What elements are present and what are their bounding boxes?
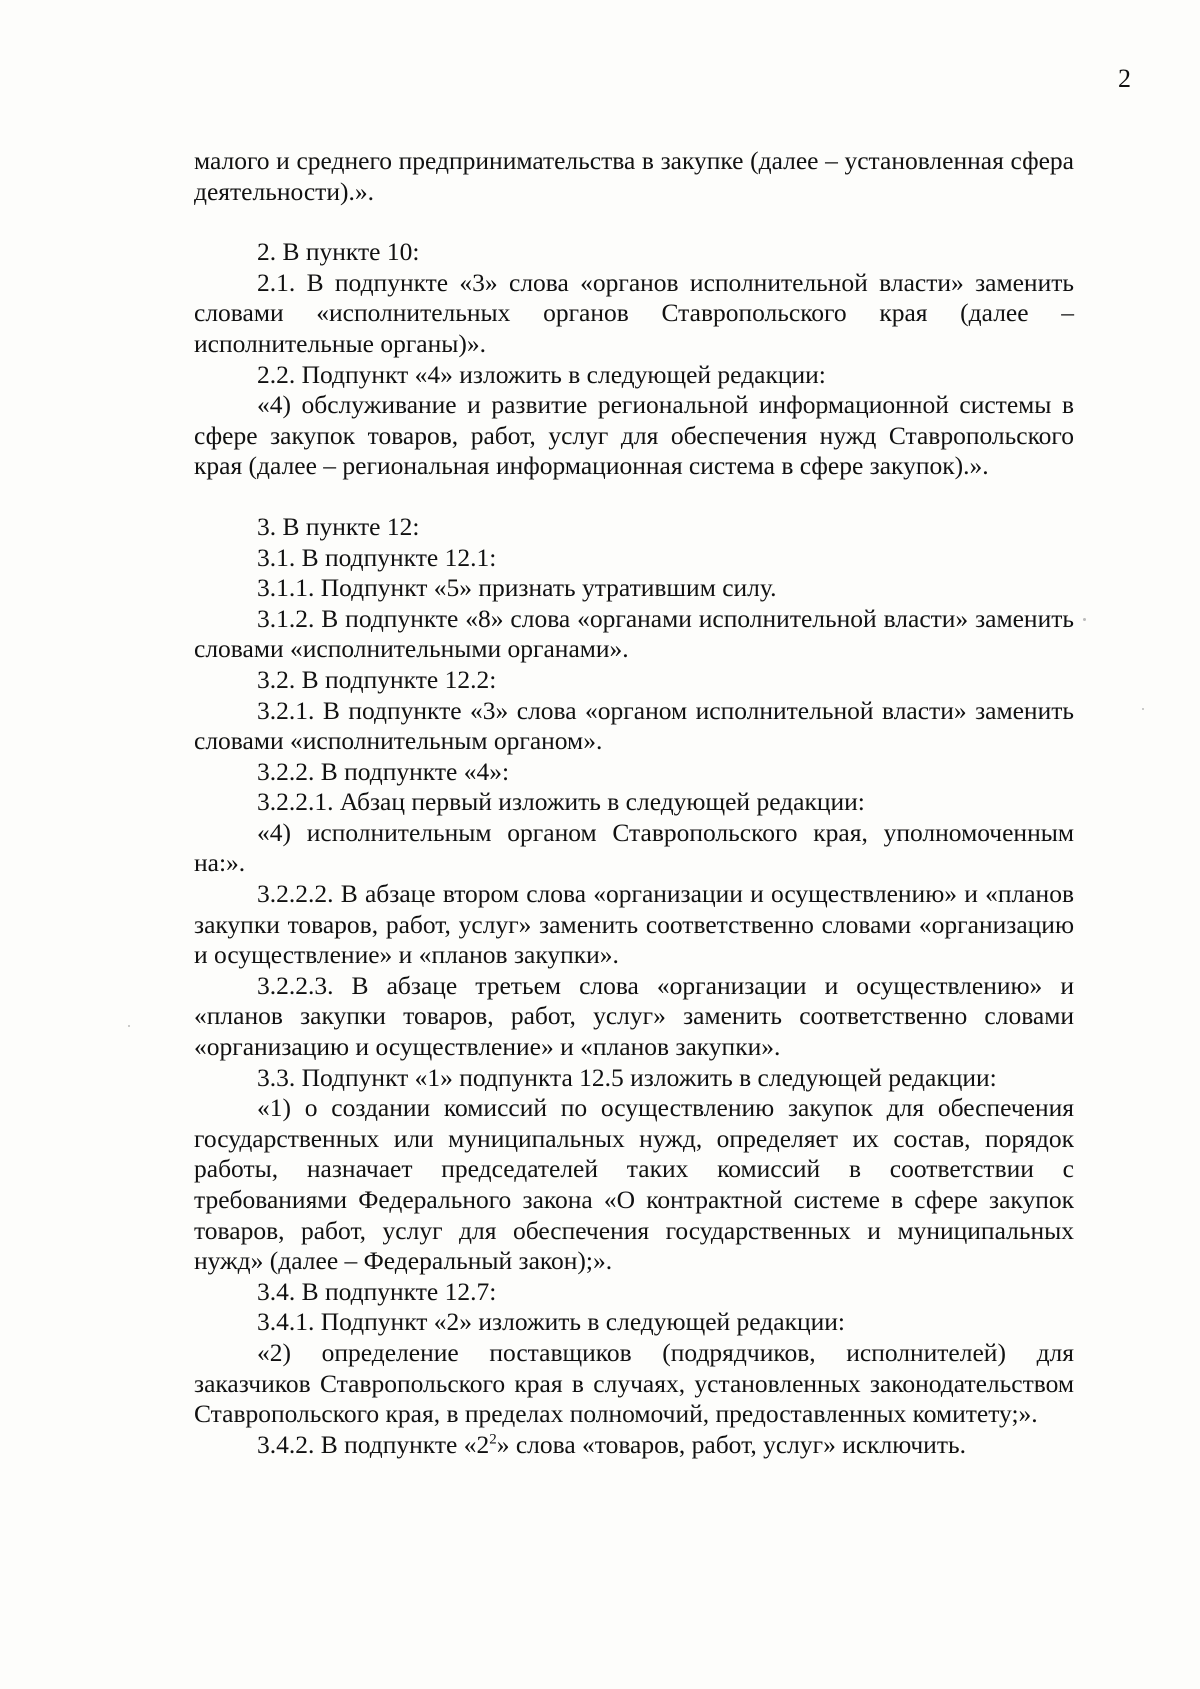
scan-speck xyxy=(1083,618,1086,621)
page-number: 2 xyxy=(1118,64,1131,93)
paragraph-item-3-2-2-1: 3.2.2.1. Абзац первый изложить в следующей редакции: xyxy=(257,787,865,817)
paragraph-item-3-2-2-3: 3.2.2.3. В абзаце третьем слова «организации и осуществлению» и «планов закупки товаров, работ, услуг» заменить соответственно словами «организацию и осуществление» и «планов закупки». xyxy=(194,970,1074,1062)
paragraph-quote-2: «2) определение поставщиков (подрядчиков, исполнителей) для заказчиков Ставропольского края в случаях, установленных законодательством Ставропольского края, в пределах полномочий, предоставленных комитету;». xyxy=(194,1337,1074,1429)
paragraph-item-2-2: 2.2. Подпункт «4» изложить в следующей редакции: xyxy=(257,359,826,389)
paragraph-quote-1: «1) о создании комиссий по осуществлению закупок для обеспечения государственных или муниципальных нужд, определяет их состав, порядок работы, назначает председателей таких комиссий в соответствии с требованиями Федерального закона «О контрактной системе в сфере закупок товаров, работ, услуг для обеспечения государственных и муниципальных нужд» (далее – Федеральный закон);». xyxy=(194,1093,1074,1276)
item-3-4-2-text-start: 3.4.2. В подпункте «2 xyxy=(257,1429,490,1459)
paragraph-item-3-4: 3.4. В подпункте 12.7: xyxy=(257,1276,497,1306)
paragraph-item-3-2-2: 3.2.2. В подпункте «4»: xyxy=(257,756,510,786)
paragraph-item-3-1-1: 3.1.1. Подпункт «5» признать утратившим силу. xyxy=(257,573,777,603)
paragraph-item-3: 3. В пункте 12: xyxy=(257,511,420,541)
paragraph-continuation: малого и среднего предпринимательства в закупке (далее – установленная сфера деятельности).». xyxy=(194,146,1074,206)
paragraph-item-3-1: 3.1. В подпункте 12.1: xyxy=(257,542,497,572)
paragraph-item-3-4-1: 3.4.1. Подпункт «2» изложить в следующей редакции: xyxy=(257,1307,845,1337)
scan-speck xyxy=(1142,708,1144,710)
document-body xyxy=(194,146,1074,1460)
paragraph-item-2-1: 2.1. В подпункте «3» слова «органов исполнительной власти» заменить словами «исполнительных органов Ставропольского края (далее – исполнительные органы)». xyxy=(194,267,1074,358)
paragraph-item-3-2: 3.2. В подпункте 12.2: xyxy=(257,664,497,694)
paragraph-quote-4: «4) обслуживание и развитие региональной информационной системы в сфере закупок товаров, работ, услуг для обеспечения нужд Ставропольского края (далее – региональная информационная система в сфере закупок).». xyxy=(194,390,1074,481)
paragraph-item-3-3: 3.3. Подпункт «1» подпункта 12.5 изложить в следующей редакции: xyxy=(257,1062,997,1092)
paragraph-item-3-1-2: 3.1.2. В подпункте «8» слова «органами исполнительной власти» заменить словами «исполнительными органами». xyxy=(194,603,1074,664)
paragraph-item-3-4-2 xyxy=(194,1430,1074,1461)
paragraph-item-2: 2. В пункте 10: xyxy=(257,237,420,267)
paragraph-quote-4-new: «4) исполнительным органом Ставропольского края, уполномоченным на:». xyxy=(194,817,1074,878)
paragraph-item-3-2-1: 3.2.1. В подпункте «3» слова «органом исполнительной власти» заменить словами «исполнительным органом». xyxy=(194,695,1074,756)
paragraph-item-3-2-2-2: 3.2.2.2. В абзаце втором слова «организации и осуществлению» и «планов закупки товаров, работ, услуг» заменить соответственно словами «организацию и осуществление» и «планов закупки». xyxy=(194,879,1074,970)
superscript-2: 2 xyxy=(489,1431,497,1448)
item-3-4-2-text-end: » слова «товаров, работ, услуг» исключить. xyxy=(496,1429,966,1459)
scan-speck xyxy=(128,1025,130,1027)
